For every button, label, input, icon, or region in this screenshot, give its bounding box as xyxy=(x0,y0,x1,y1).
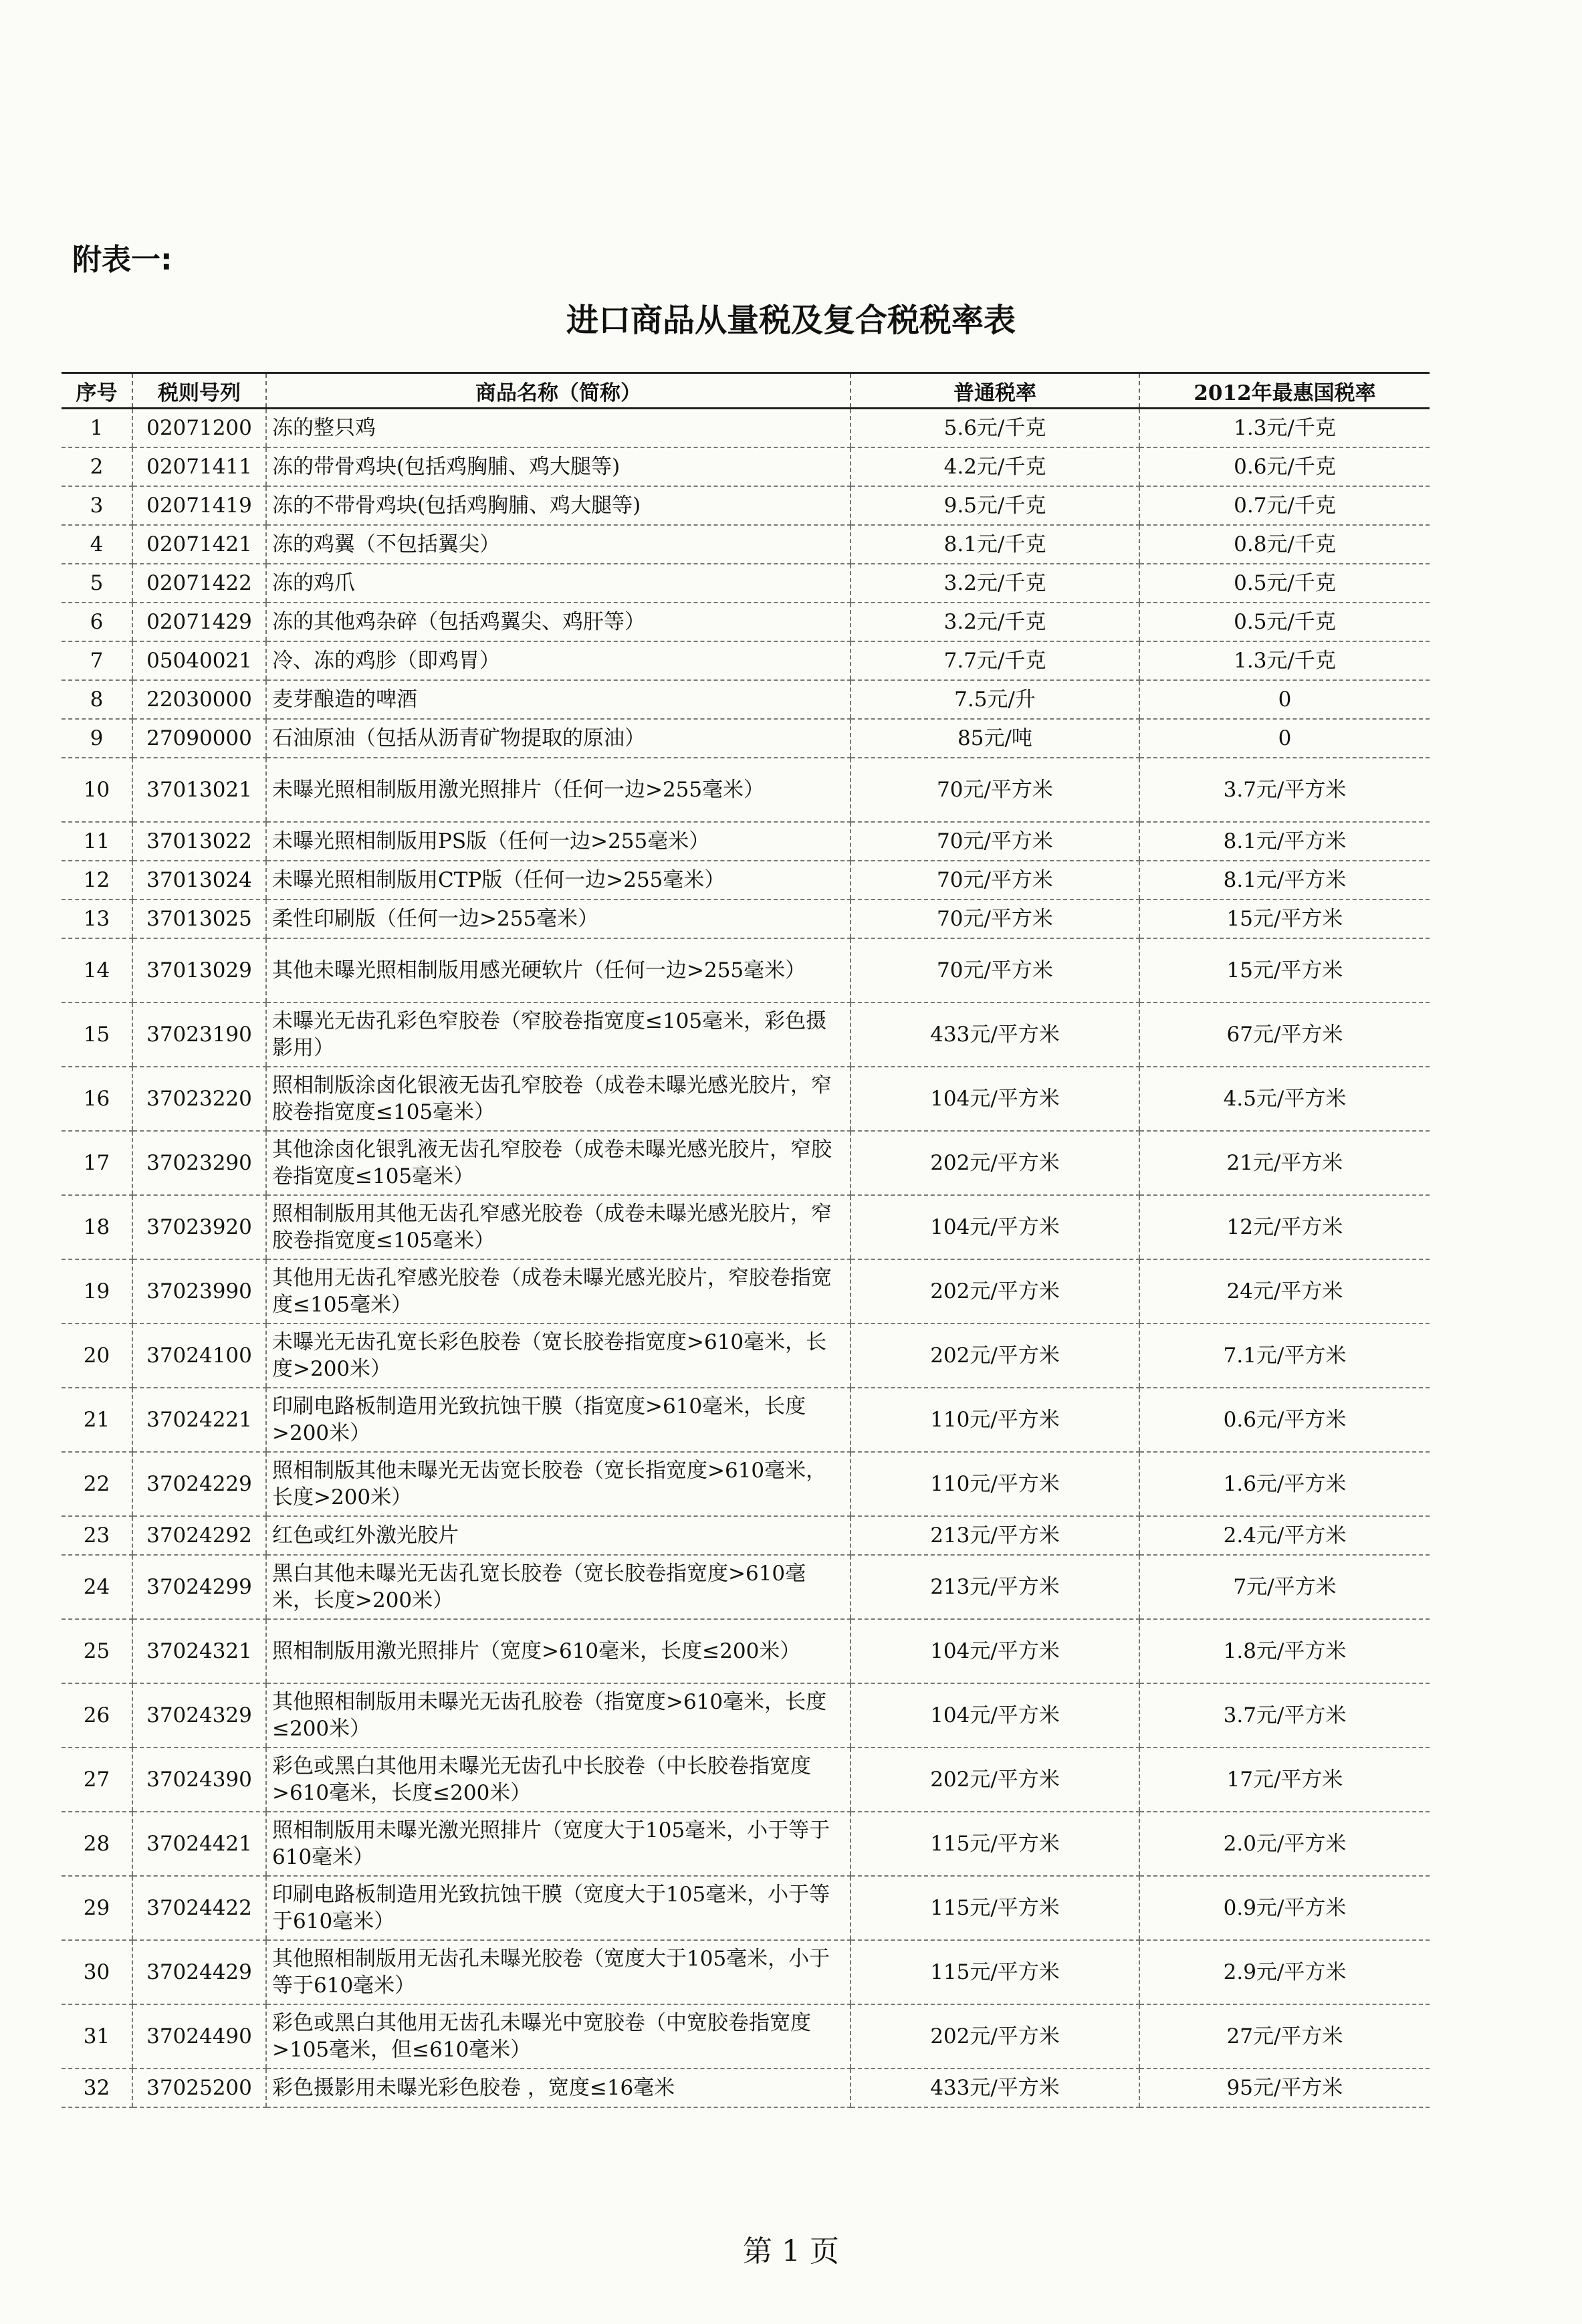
cell-product-name: 未曝光照相制版用PS版（任何一边>255毫米） xyxy=(266,822,851,861)
cell-tariff-code: 37025200 xyxy=(132,2069,266,2107)
cell-seq: 25 xyxy=(62,1619,132,1683)
cell-product-name: 照相制版涂卤化银液无齿孔窄胶卷（成卷未曝光感光胶片，窄胶卷指宽度≤105毫米） xyxy=(266,1067,851,1131)
cell-general-rate: 115元/平方米 xyxy=(851,1812,1139,1876)
cell-product-name: 冻的带骨鸡块(包括鸡胸脯、鸡大腿等) xyxy=(266,447,851,486)
cell-product-name: 彩色或黑白其他用未曝光无齿孔中长胶卷（中长胶卷指宽度>610毫米，长度≤200米） xyxy=(266,1748,851,1812)
cell-general-rate: 85元/吨 xyxy=(851,719,1139,758)
table-row xyxy=(62,2004,1430,2069)
cell-general-rate: 104元/平方米 xyxy=(851,1195,1139,1259)
cell-tariff-code: 27090000 xyxy=(132,719,266,758)
cell-seq: 31 xyxy=(62,2004,132,2069)
cell-tariff-code: 37013025 xyxy=(132,900,266,938)
table-row xyxy=(62,409,1430,448)
table-row xyxy=(62,822,1430,861)
cell-general-rate: 70元/平方米 xyxy=(851,938,1139,1002)
cell-tariff-code: 37024329 xyxy=(132,1683,266,1748)
cell-tariff-code: 37024299 xyxy=(132,1555,266,1619)
cell-product-name: 照相制版其他未曝光无齿宽长胶卷（宽长指宽度>610毫米，长度>200米） xyxy=(266,1452,851,1516)
cell-mfn-rate: 0 xyxy=(1139,680,1430,719)
cell-seq: 15 xyxy=(62,1002,132,1067)
cell-tariff-code: 02071429 xyxy=(132,603,266,641)
cell-product-name: 彩色或黑白其他用无齿孔未曝光中宽胶卷（中宽胶卷指宽度>105毫米，但≤610毫米） xyxy=(266,2004,851,2069)
cell-tariff-code: 37024390 xyxy=(132,1748,266,1812)
cell-product-name: 未曝光照相制版用CTP版（任何一边>255毫米） xyxy=(266,861,851,900)
table-body xyxy=(62,409,1430,2108)
cell-general-rate: 70元/平方米 xyxy=(851,900,1139,938)
cell-tariff-code: 02071422 xyxy=(132,564,266,603)
table-row xyxy=(62,447,1430,486)
cell-product-name: 照相制版用未曝光激光照排片（宽度大于105毫米，小于等于610毫米） xyxy=(266,1812,851,1876)
cell-mfn-rate: 12元/平方米 xyxy=(1139,1195,1430,1259)
cell-mfn-rate: 2.9元/平方米 xyxy=(1139,1940,1430,2004)
cell-general-rate: 7.7元/千克 xyxy=(851,641,1139,680)
header-name: 商品名称（简称） xyxy=(266,373,851,409)
cell-seq: 19 xyxy=(62,1259,132,1324)
table-row xyxy=(62,938,1430,1002)
cell-seq: 24 xyxy=(62,1555,132,1619)
cell-seq: 13 xyxy=(62,900,132,938)
table-row xyxy=(62,1002,1430,1067)
cell-seq: 29 xyxy=(62,1876,132,1940)
cell-seq: 22 xyxy=(62,1452,132,1516)
cell-general-rate: 202元/平方米 xyxy=(851,1259,1139,1324)
cell-seq: 1 xyxy=(62,409,132,448)
cell-seq: 17 xyxy=(62,1131,132,1195)
cell-product-name: 其他照相制版用未曝光无齿孔胶卷（指宽度>610毫米，长度≤200米） xyxy=(266,1683,851,1748)
cell-tariff-code: 37024321 xyxy=(132,1619,266,1683)
table-row xyxy=(62,525,1430,564)
document-title: 进口商品从量税及复合税税率表 xyxy=(566,302,1016,339)
cell-general-rate: 104元/平方米 xyxy=(851,1683,1139,1748)
cell-product-name: 冻的其他鸡杂碎（包括鸡翼尖、鸡肝等） xyxy=(266,603,851,641)
cell-mfn-rate: 67元/平方米 xyxy=(1139,1002,1430,1067)
cell-seq: 18 xyxy=(62,1195,132,1259)
cell-general-rate: 115元/平方米 xyxy=(851,1940,1139,2004)
cell-mfn-rate: 1.3元/千克 xyxy=(1139,641,1430,680)
cell-tariff-code: 05040021 xyxy=(132,641,266,680)
cell-mfn-rate: 4.5元/平方米 xyxy=(1139,1067,1430,1131)
table-row xyxy=(62,1619,1430,1683)
tax-rate-table xyxy=(62,372,1430,2108)
cell-general-rate: 9.5元/千克 xyxy=(851,486,1139,525)
cell-seq: 26 xyxy=(62,1683,132,1748)
cell-mfn-rate: 0.5元/千克 xyxy=(1139,564,1430,603)
cell-seq: 14 xyxy=(62,938,132,1002)
cell-mfn-rate: 17元/平方米 xyxy=(1139,1748,1430,1812)
page-number: 第 1 页 xyxy=(743,2234,839,2268)
cell-general-rate: 115元/平方米 xyxy=(851,1876,1139,1940)
cell-seq: 4 xyxy=(62,525,132,564)
cell-general-rate: 70元/平方米 xyxy=(851,822,1139,861)
table-header-row xyxy=(62,373,1430,409)
cell-mfn-rate: 0.6元/千克 xyxy=(1139,447,1430,486)
cell-general-rate: 104元/平方米 xyxy=(851,1619,1139,1683)
cell-product-name: 其他用无齿孔窄感光胶卷（成卷未曝光感光胶片，窄胶卷指宽度≤105毫米） xyxy=(266,1259,851,1324)
cell-product-name: 冻的不带骨鸡块(包括鸡胸脯、鸡大腿等) xyxy=(266,486,851,525)
cell-general-rate: 70元/平方米 xyxy=(851,861,1139,900)
cell-mfn-rate: 27元/平方米 xyxy=(1139,2004,1430,2069)
cell-seq: 12 xyxy=(62,861,132,900)
cell-tariff-code: 37024429 xyxy=(132,1940,266,2004)
cell-product-name: 冷、冻的鸡胗（即鸡胃） xyxy=(266,641,851,680)
cell-general-rate: 5.6元/千克 xyxy=(851,409,1139,448)
table-row xyxy=(62,603,1430,641)
cell-seq: 9 xyxy=(62,719,132,758)
cell-product-name: 其他未曝光照相制版用感光硬软片（任何一边>255毫米） xyxy=(266,938,851,1002)
cell-general-rate: 104元/平方米 xyxy=(851,1067,1139,1131)
table-row xyxy=(62,641,1430,680)
cell-mfn-rate: 2.4元/平方米 xyxy=(1139,1516,1430,1555)
attachment-label: 附表一: xyxy=(72,243,173,277)
cell-seq: 6 xyxy=(62,603,132,641)
table-row xyxy=(62,719,1430,758)
table-row xyxy=(62,900,1430,938)
cell-tariff-code: 37013029 xyxy=(132,938,266,1002)
cell-tariff-code: 37023190 xyxy=(132,1002,266,1067)
table-row xyxy=(62,1555,1430,1619)
cell-mfn-rate: 7元/平方米 xyxy=(1139,1555,1430,1619)
table-row xyxy=(62,1324,1430,1388)
cell-seq: 2 xyxy=(62,447,132,486)
cell-general-rate: 202元/平方米 xyxy=(851,2004,1139,2069)
cell-seq: 11 xyxy=(62,822,132,861)
cell-general-rate: 110元/平方米 xyxy=(851,1452,1139,1516)
cell-general-rate: 213元/平方米 xyxy=(851,1555,1139,1619)
header-code: 税则号列 xyxy=(132,373,266,409)
cell-product-name: 彩色摄影用未曝光彩色胶卷 ，宽度≤16毫米 xyxy=(266,2069,851,2107)
cell-product-name: 照相制版用激光照排片（宽度>610毫米，长度≤200米） xyxy=(266,1619,851,1683)
table-row xyxy=(62,1812,1430,1876)
header-mfn-rate: 2012年最惠国税率 xyxy=(1139,373,1430,409)
cell-mfn-rate: 8.1元/平方米 xyxy=(1139,822,1430,861)
cell-mfn-rate: 7.1元/平方米 xyxy=(1139,1324,1430,1388)
table-row xyxy=(62,564,1430,603)
table-row xyxy=(62,1683,1430,1748)
cell-seq: 7 xyxy=(62,641,132,680)
cell-tariff-code: 37023990 xyxy=(132,1259,266,1324)
cell-tariff-code: 37024229 xyxy=(132,1452,266,1516)
table-row xyxy=(62,1131,1430,1195)
table-row xyxy=(62,1067,1430,1131)
cell-mfn-rate: 15元/平方米 xyxy=(1139,900,1430,938)
cell-product-name: 其他涂卤化银乳液无齿孔窄胶卷（成卷未曝光感光胶片，窄胶卷指宽度≤105毫米） xyxy=(266,1131,851,1195)
cell-mfn-rate: 1.6元/平方米 xyxy=(1139,1452,1430,1516)
cell-seq: 27 xyxy=(62,1748,132,1812)
cell-tariff-code: 37023220 xyxy=(132,1067,266,1131)
cell-general-rate: 3.2元/千克 xyxy=(851,564,1139,603)
cell-mfn-rate: 1.3元/千克 xyxy=(1139,409,1430,448)
cell-tariff-code: 37024422 xyxy=(132,1876,266,1940)
cell-mfn-rate: 24元/平方米 xyxy=(1139,1259,1430,1324)
cell-seq: 20 xyxy=(62,1324,132,1388)
cell-general-rate: 8.1元/千克 xyxy=(851,525,1139,564)
cell-tariff-code: 37013022 xyxy=(132,822,266,861)
cell-product-name: 照相制版用其他无齿孔窄感光胶卷（成卷未曝光感光胶片，窄胶卷指宽度≤105毫米） xyxy=(266,1195,851,1259)
cell-product-name: 未曝光无齿孔彩色窄胶卷（窄胶卷指宽度≤105毫米，彩色摄影用） xyxy=(266,1002,851,1067)
cell-mfn-rate: 0.8元/千克 xyxy=(1139,525,1430,564)
cell-tariff-code: 37024100 xyxy=(132,1324,266,1388)
cell-seq: 5 xyxy=(62,564,132,603)
cell-product-name: 冻的整只鸡 xyxy=(266,409,851,448)
table-row xyxy=(62,758,1430,822)
cell-seq: 3 xyxy=(62,486,132,525)
cell-general-rate: 7.5元/升 xyxy=(851,680,1139,719)
cell-seq: 23 xyxy=(62,1516,132,1555)
cell-tariff-code: 22030000 xyxy=(132,680,266,719)
header-seq: 序号 xyxy=(62,373,132,409)
cell-tariff-code: 37013021 xyxy=(132,758,266,822)
cell-seq: 32 xyxy=(62,2069,132,2107)
table-row xyxy=(62,1516,1430,1555)
cell-mfn-rate: 8.1元/平方米 xyxy=(1139,861,1430,900)
cell-tariff-code: 02071419 xyxy=(132,486,266,525)
cell-general-rate: 202元/平方米 xyxy=(851,1131,1139,1195)
cell-general-rate: 110元/平方米 xyxy=(851,1388,1139,1452)
cell-product-name: 印刷电路板制造用光致抗蚀干膜（宽度大于105毫米，小于等于610毫米） xyxy=(266,1876,851,1940)
cell-general-rate: 433元/平方米 xyxy=(851,2069,1139,2107)
cell-tariff-code: 37023290 xyxy=(132,1131,266,1195)
cell-product-name: 印刷电路板制造用光致抗蚀干膜（指宽度>610毫米，长度>200米） xyxy=(266,1388,851,1452)
cell-general-rate: 202元/平方米 xyxy=(851,1324,1139,1388)
cell-mfn-rate: 2.0元/平方米 xyxy=(1139,1812,1430,1876)
cell-mfn-rate: 3.7元/平方米 xyxy=(1139,758,1430,822)
cell-mfn-rate: 15元/平方米 xyxy=(1139,938,1430,1002)
cell-tariff-code: 02071411 xyxy=(132,447,266,486)
cell-mfn-rate: 0.5元/千克 xyxy=(1139,603,1430,641)
cell-tariff-code: 37013024 xyxy=(132,861,266,900)
cell-tariff-code: 37024490 xyxy=(132,2004,266,2069)
cell-product-name: 未曝光无齿孔宽长彩色胶卷（宽长胶卷指宽度>610毫米，长度>200米） xyxy=(266,1324,851,1388)
cell-general-rate: 3.2元/千克 xyxy=(851,603,1139,641)
cell-product-name: 黑白其他未曝光无齿孔宽长胶卷（宽长胶卷指宽度>610毫米，长度>200米） xyxy=(266,1555,851,1619)
table-row xyxy=(62,1940,1430,2004)
cell-mfn-rate: 1.8元/平方米 xyxy=(1139,1619,1430,1683)
cell-product-name: 柔性印刷版（任何一边>255毫米） xyxy=(266,900,851,938)
table-row xyxy=(62,1748,1430,1812)
cell-mfn-rate: 0.7元/千克 xyxy=(1139,486,1430,525)
cell-general-rate: 433元/平方米 xyxy=(851,1002,1139,1067)
cell-tariff-code: 02071421 xyxy=(132,525,266,564)
cell-tariff-code: 02071200 xyxy=(132,409,266,448)
table-row xyxy=(62,1388,1430,1452)
cell-tariff-code: 37024221 xyxy=(132,1388,266,1452)
table-row xyxy=(62,1876,1430,1940)
cell-tariff-code: 37023920 xyxy=(132,1195,266,1259)
cell-tariff-code: 37024421 xyxy=(132,1812,266,1876)
cell-general-rate: 4.2元/千克 xyxy=(851,447,1139,486)
cell-mfn-rate: 3.7元/平方米 xyxy=(1139,1683,1430,1748)
cell-seq: 8 xyxy=(62,680,132,719)
table-row xyxy=(62,2069,1430,2107)
cell-general-rate: 213元/平方米 xyxy=(851,1516,1139,1555)
table-row xyxy=(62,1452,1430,1516)
cell-mfn-rate: 21元/平方米 xyxy=(1139,1131,1430,1195)
cell-mfn-rate: 95元/平方米 xyxy=(1139,2069,1430,2107)
cell-seq: 16 xyxy=(62,1067,132,1131)
cell-mfn-rate: 0.6元/平方米 xyxy=(1139,1388,1430,1452)
cell-mfn-rate: 0.9元/平方米 xyxy=(1139,1876,1430,1940)
table-row xyxy=(62,486,1430,525)
cell-product-name: 麦芽酿造的啤酒 xyxy=(266,680,851,719)
table-row xyxy=(62,861,1430,900)
table-row xyxy=(62,1195,1430,1259)
cell-product-name: 未曝光照相制版用激光照排片（任何一边>255毫米） xyxy=(266,758,851,822)
header-general-rate: 普通税率 xyxy=(851,373,1139,409)
cell-seq: 21 xyxy=(62,1388,132,1452)
table-row xyxy=(62,680,1430,719)
cell-seq: 30 xyxy=(62,1940,132,2004)
cell-general-rate: 70元/平方米 xyxy=(851,758,1139,822)
table-row xyxy=(62,1259,1430,1324)
cell-general-rate: 202元/平方米 xyxy=(851,1748,1139,1812)
cell-product-name: 石油原油（包括从沥青矿物提取的原油） xyxy=(266,719,851,758)
cell-seq: 10 xyxy=(62,758,132,822)
cell-tariff-code: 37024292 xyxy=(132,1516,266,1555)
cell-product-name: 冻的鸡爪 xyxy=(266,564,851,603)
cell-product-name: 冻的鸡翼（不包括翼尖） xyxy=(266,525,851,564)
cell-product-name: 红色或红外激光胶片 xyxy=(266,1516,851,1555)
cell-seq: 28 xyxy=(62,1812,132,1876)
cell-mfn-rate: 0 xyxy=(1139,719,1430,758)
cell-product-name: 其他照相制版用无齿孔未曝光胶卷（宽度大于105毫米，小于等于610毫米） xyxy=(266,1940,851,2004)
